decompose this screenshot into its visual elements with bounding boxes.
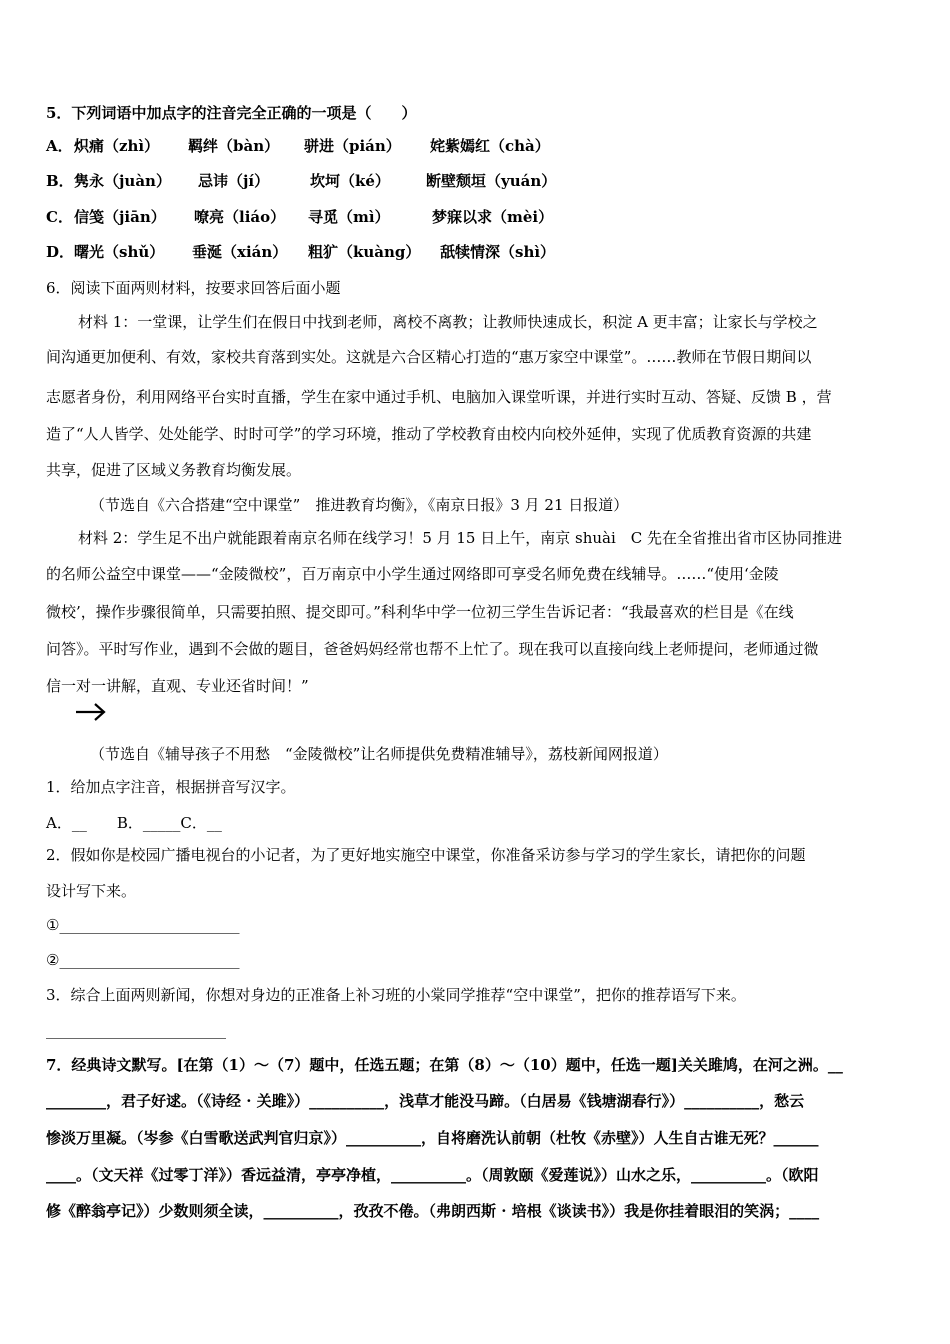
material2-line: 材料 2：学生足不出户就能跟着南京名师在线学习！5 月 15 日上午，南京 shuài C 先在全省推出省市区协同推进	[78, 529, 843, 547]
material1-line: 材料 1：一堂课，让学生们在假日中找到老师，离校不离教；让教师快速成长，积淀 A 更丰富；让家长与学校之	[78, 313, 818, 331]
material2-line: 的名师公益空中课堂——“金陵微校”，百万南京中小学生通过网络即可享受名师免费在线辅导。……“使用‘金陵	[46, 565, 779, 583]
option-item: 羁绊（bàn）	[188, 137, 280, 155]
option-label: B．	[46, 172, 74, 190]
option-item: 嘹亮（liáo）	[194, 208, 286, 226]
option-item: 炽痛（zhì）	[74, 137, 160, 155]
q7-line: 7．经典诗文默写。[在第（1）～（7）题中，任选五题；在第（8）～（10）题中，任选一题]关关雎鸠，在河之洲。__	[46, 1056, 843, 1074]
option-item: 骈进（pián）	[304, 137, 401, 155]
q7-line: ________，君子好逑。（《诗经 · 关雎》）__________，浅草才能没马蹄。（白居易《钱塘湖春行》）__________，愁云	[46, 1092, 805, 1110]
q5-option-b	[46, 171, 556, 191]
option-item: 舐犊情深（shì）	[440, 243, 556, 261]
q7-line: 惨淡万里凝。（岑参《白雪歌送武判官归京》）__________，自将磨洗认前朝（杜牧《赤壁》）人生自古谁无死？______	[46, 1129, 819, 1147]
option-item: 坎坷（ké）	[310, 172, 390, 190]
option-item: 寻觅（mì）	[308, 208, 390, 226]
option-item: 粗犷（kuàng）	[308, 243, 421, 261]
arrow-right-icon	[74, 700, 108, 724]
q5-stem: 5．下列词语中加点字的注音完全正确的一项是（ ）	[46, 104, 417, 122]
material1-line: 造了“人人皆学、处处能学、时时可学”的学习环境，推动了学校教育由校内向校外延伸，实现了优质教育资源的共建	[46, 425, 812, 443]
option-item: 姹紫嫣红（chà）	[430, 137, 550, 155]
material1-line: 志愿者身份，利用网络平台实时直播，学生在家中通过手机、电脑加入课堂听课，并进行实时互动、答疑、反馈 B ，营	[46, 388, 832, 406]
option-label: C．	[46, 208, 73, 226]
material2-line: 问答》。平时写作业，遇到不会做的题目，爸爸妈妈经常也帮不上忙了。现在我可以直接向线上老师提问，老师通过微	[46, 640, 819, 658]
sub-question-2: 2．假如你是校园广播电视台的小记者，为了更好地实施空中课堂，你准备采访参与学习的学生家长，请把你的问题	[46, 846, 806, 864]
answer-line-1[interactable]: ①________________________	[46, 916, 240, 934]
option-label: A．	[46, 137, 73, 155]
material1-source: （节选自《六合搭建“空中课堂” 推进教育均衡》，《南京日报》3 月 21 日报道）	[90, 496, 629, 514]
option-item: 垂涎（xián）	[192, 243, 288, 261]
option-item: 断壁颓垣（yuán）	[426, 172, 557, 190]
material2-source: （节选自《辅导孩子不用愁 “金陵微校”让名师提供免费精准辅导》，荔枝新闻网报道）	[90, 745, 668, 763]
q7-line: 修《醉翁亭记》）少数则须全读，__________，孜孜不倦。（弗朗西斯 · 培根《谈读书》）我是你挂着眼泪的笑涡；____	[46, 1202, 820, 1220]
answer-line-3[interactable]: ________________________	[46, 1021, 226, 1039]
option-item: 忌讳（jí）	[198, 172, 270, 190]
material2-line: 微校’，操作步骤很简单，只需要拍照、提交即可。”科利华中学一位初三学生告诉记者：“我最喜欢的栏目是《在线	[46, 603, 794, 621]
option-item: 曙光（shǔ）	[74, 243, 165, 261]
q5-option-c	[46, 207, 553, 227]
sub-question-3: 3．综合上面两则新闻，你想对身边的正准备上补习班的小棠同学推荐“空中课堂”，把你的推荐语写下来。	[46, 986, 746, 1004]
material1-line: 间沟通更加便利、有效，家校共育落到实处。这就是六合区精心打造的“惠万家空中课堂”。……教师在节假日期间以	[46, 348, 812, 366]
material2-line: 信一对一讲解，直观、专业还省时间！”	[46, 677, 309, 695]
q6-stem: 6．阅读下面两则材料，按要求回答后面小题	[46, 279, 341, 297]
option-item: 梦寐以求（mèi）	[432, 208, 554, 226]
option-item: 隽永（juàn）	[74, 172, 171, 190]
sub-question-1-blanks[interactable]: A．__ B．_____C．__	[46, 814, 222, 832]
option-label: D．	[46, 243, 75, 261]
sub-question-1: 1．给加点字注音，根据拼音写汉字。	[46, 778, 296, 796]
q5-option-d	[46, 242, 555, 262]
q7-line: ____。（文天祥《过零丁洋》）香远益清，亭亭净植，__________。（周敦颐《爱莲说》）山水之乐，__________。（欧阳	[46, 1166, 819, 1184]
option-item: 信笺（jiān）	[74, 208, 166, 226]
answer-line-2[interactable]: ②________________________	[46, 951, 240, 969]
q5-option-a	[46, 136, 550, 156]
sub-question-2-cont: 设计写下来。	[46, 882, 137, 900]
material1-line: 共享，促进了区域义务教育均衡发展。	[46, 461, 302, 479]
